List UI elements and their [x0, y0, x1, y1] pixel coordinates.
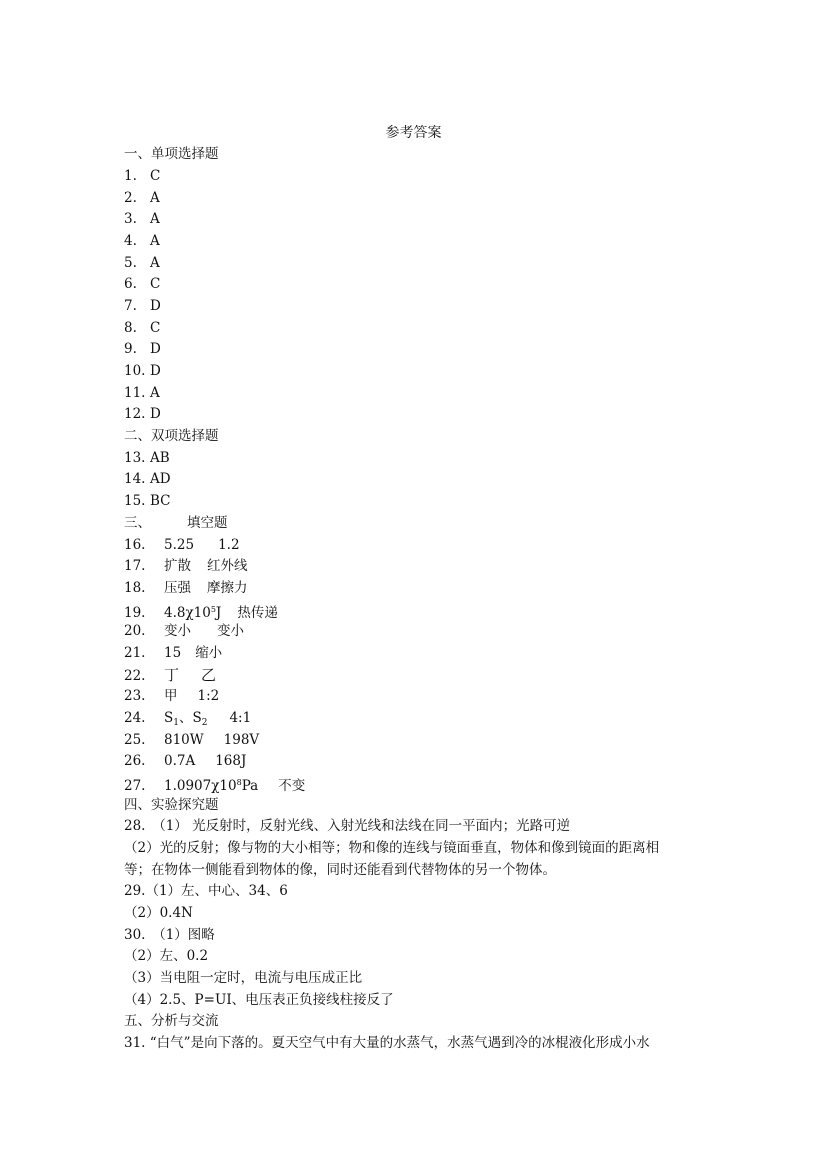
answer-value: 变小: [164, 623, 191, 639]
answer-value: A: [150, 190, 160, 206]
answer-text-line: 30. （1）图略: [124, 927, 215, 943]
answer-text-line: 29.（1）左、中心、34、6: [124, 883, 288, 899]
answer-value: A: [150, 211, 160, 227]
question-number: 4.: [124, 233, 137, 249]
answer-value: D: [150, 363, 161, 379]
answer-row: [124, 469, 171, 489]
answer-value: A: [150, 255, 160, 271]
question-number: 21.: [124, 645, 146, 661]
answer-row: [124, 253, 160, 273]
section-number: 三、: [124, 515, 151, 531]
question-number: 9.: [124, 341, 137, 357]
answer-value: D: [150, 341, 161, 357]
answer-row: [124, 188, 160, 208]
answer-row: [124, 209, 160, 229]
question-number: 27.: [124, 778, 146, 794]
answer-value: D: [150, 298, 161, 314]
question-number: 23.: [124, 688, 146, 704]
answer-value: 1.0907χ10: [164, 778, 237, 794]
answer-value: 乙: [201, 666, 217, 684]
unit: Pa: [241, 778, 259, 794]
question-number: 25.: [124, 732, 146, 748]
subscript: 2: [201, 718, 208, 728]
answer-text-line: （2）0.4N: [124, 905, 193, 921]
section-label: 填空题: [187, 515, 228, 531]
answer-value: 热传递: [237, 605, 278, 621]
answer-value: 1.2: [218, 537, 240, 553]
answer-value: BC: [150, 493, 171, 509]
question-number: 3.: [124, 211, 137, 227]
question-number: 2.: [124, 190, 137, 206]
answer-value: 5.25: [164, 537, 195, 553]
question-number: 14.: [124, 471, 146, 487]
answer-text-line: 等；在物体一侧能看到物体的像，同时还能看到代替物体的另一个物体。: [124, 862, 556, 878]
answer-value: 缩小: [195, 645, 223, 661]
subscript: 1: [173, 718, 179, 728]
question-number: 13.: [124, 450, 146, 466]
question-number: 7.: [124, 298, 137, 314]
answer-value: C: [150, 320, 161, 336]
answer-value: D: [150, 406, 161, 422]
answer-value: 红外线: [207, 558, 248, 574]
question-number: 15.: [124, 493, 146, 509]
answer-value: C: [150, 276, 161, 292]
answer-row: [124, 621, 244, 641]
switch-symbol: S: [164, 710, 174, 726]
answer-value: 810W: [164, 732, 204, 748]
answer-row: [124, 318, 160, 338]
answer-row: [124, 600, 278, 623]
question-number: 20.: [124, 623, 146, 639]
question-number: 19.: [124, 605, 146, 621]
answer-value: A: [150, 233, 160, 249]
section-heading-analysis: 五、分析与交流: [124, 1013, 219, 1029]
separator: 、S: [178, 710, 202, 726]
answer-row: [124, 404, 161, 424]
answer-row: [124, 730, 259, 750]
answer-text-line: （2）左、0.2: [124, 948, 209, 964]
answer-text-line: （4）2.5、P=UI、电压表正负接线柱接反了: [124, 992, 394, 1008]
question-number: 22.: [124, 668, 146, 684]
answer-value: 15: [164, 645, 182, 661]
question-number: 18.: [124, 580, 146, 596]
question-number: 17.: [124, 558, 146, 574]
page-title: 参考答案: [385, 125, 442, 141]
question-number: 12.: [124, 406, 146, 422]
answer-text-line: 28. （1） 光反射时，反射光线、入射光线和法线在同一平面内；光路可逆: [124, 818, 571, 834]
answer-value: 4.8χ10: [164, 605, 211, 621]
answer-row: [124, 686, 219, 706]
answer-row: [124, 665, 216, 686]
answer-value: 摩擦力: [207, 580, 248, 596]
question-number: 5.: [124, 255, 137, 271]
answer-row: [124, 296, 161, 316]
answer-row: [124, 751, 246, 771]
answer-value: 168J: [215, 753, 247, 769]
answer-row: [124, 643, 222, 663]
answer-row: [124, 361, 161, 381]
answer-text-line: （2）光的反射；像与物的大小相等；物和像的连线与镜面垂直，物体和像到镜面的距离相: [124, 840, 660, 856]
exponent: 5: [210, 605, 216, 614]
exponent: 8: [236, 778, 242, 787]
answer-value: 198V: [223, 732, 260, 748]
answer-row: [124, 339, 161, 359]
answer-value: AB: [150, 450, 170, 466]
section-heading-fill-blank: [124, 513, 228, 533]
question-number: 6.: [124, 276, 137, 292]
answer-value: 0.7A: [164, 753, 196, 769]
section-heading-double-choice: 二、双项选择题: [124, 428, 219, 444]
answer-row: [124, 491, 171, 511]
question-number: 11.: [124, 385, 146, 401]
question-number: 24.: [124, 710, 146, 726]
answer-row: [124, 773, 305, 796]
answer-row: [124, 274, 160, 294]
answer-value: 丁: [164, 666, 180, 684]
question-number: 26.: [124, 753, 146, 769]
answer-row: [124, 231, 160, 251]
answer-row: [124, 448, 170, 468]
answer-value: 4:1: [229, 710, 252, 726]
question-number: 16.: [124, 537, 146, 553]
answer-value: A: [150, 385, 160, 401]
answer-text-line: （3）当电阻一定时，电流与电压成正比: [124, 970, 363, 986]
unit: J: [215, 605, 222, 621]
section-heading-single-choice: 一、单项选择题: [124, 146, 219, 162]
answer-value: 1:2: [197, 688, 220, 704]
question-number: 10.: [124, 363, 146, 379]
answer-value: 扩散: [164, 558, 191, 574]
answer-value: 甲: [164, 688, 178, 704]
answer-value: 压强: [164, 580, 191, 596]
answer-row: [124, 535, 240, 555]
section-heading-experiment: 四、实验探究题: [124, 797, 219, 813]
answer-row: [124, 556, 248, 576]
answer-text-line: 31. “白气”是向下落的。夏天空气中有大量的水蒸气，水蒸气遇到冷的冰棍液化形成小水: [124, 1035, 650, 1051]
answer-row: [124, 166, 160, 186]
answer-value: 不变: [278, 778, 306, 794]
answer-row: [124, 383, 160, 403]
answer-value: 变小: [217, 623, 244, 639]
question-number: 8.: [124, 320, 137, 336]
answer-row: [124, 578, 248, 598]
answer-value: C: [150, 168, 161, 184]
question-number: 1.: [124, 168, 137, 184]
answer-value: AD: [150, 471, 171, 487]
